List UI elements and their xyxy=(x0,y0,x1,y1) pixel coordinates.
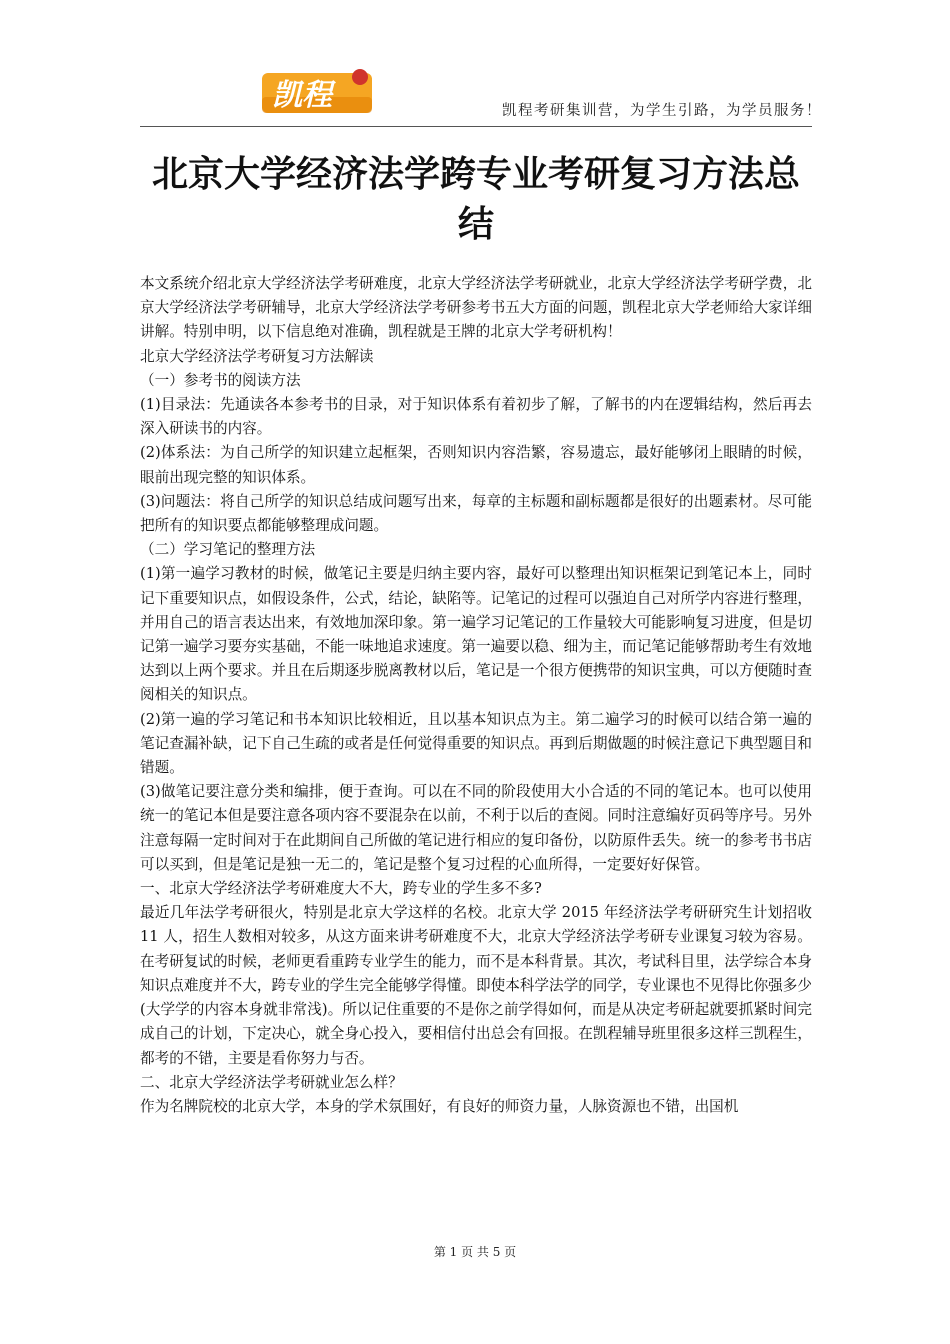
paragraph: (3)问题法：将自己所学的知识总结成问题写出来，每章的主标题和副标题都是很好的出题素材。尽可能把所有的知识要点都能够整理成问题。 xyxy=(140,492,812,535)
section-heading: 北京大学经济法学考研复习方法解读 xyxy=(140,347,374,365)
document-body xyxy=(140,272,812,1119)
paragraph: (3)做笔记要注意分类和编排，便于查询。可以在不同的阶段使用大小合适的不同的笔记本。也可以使用统一的笔记本但是要注意各项内容不要混杂在以前，不利于以后的查阅。同时注意编好页码等序号。另外注意每隔一定时间对于在此期间自己所做的笔记进行相应的复印备份，以防原件丢失。统一的参考书书店可以买到，但是笔记是独一无二的，笔记是整个复习过程的心血所得，一定要好好保管。 xyxy=(140,783,812,873)
page-header xyxy=(140,62,822,127)
logo-text: 凯程 xyxy=(272,78,332,113)
paragraph: (1)第一遍学习教材的时候，做笔记主要是归纳主要内容，最好可以整理出知识框架记到笔记本上，同时记下重要知识点，如假设条件，公式，结论，缺陷等。记笔记的过程可以强迫自己对所学内容进行整理，并用自己的语言表达出来，有效地加深印象。第一遍学习记笔记的工作量较大可能影响复习进度，但是切记第一遍学习要夯实基础，不能一味地追求速度。第一遍要以稳、细为主，而记笔记能够帮助考生有效地达到以上两个要求。并且在后期逐步脱离教材以后，笔记是一个很方便携带的知识宝典，可以方便随时查阅相关的知识点。 xyxy=(140,565,812,704)
paragraph: 作为名牌院校的北京大学，本身的学术氛围好，有良好的师资力量，人脉资源也不错，出国机 xyxy=(140,1097,739,1115)
kaicheng-logo xyxy=(260,67,376,117)
paragraph: (1)目录法：先通读各本参考书的目录，对于知识体系有着初步了解，了解书的内在逻辑结构，然后再去深入研读书的内容。 xyxy=(140,396,812,438)
paragraph: (2)第一遍的学习笔记和书本知识比较相近，且以基本知识点为主。第二遍学习的时候可以结合第一遍的笔记查漏补缺，记下自己生疏的或者是任何觉得重要的知识点。再到后期做题的时候注意记下典型题目和错题。 xyxy=(140,710,812,777)
header-slogan: 凯程考研集训营，为学生引路，为学员服务！ xyxy=(502,103,822,119)
page-footer: 第 1 页 共 5 页 xyxy=(433,1245,517,1259)
paragraph: 最近几年法学考研很火，特别是北京大学这样的名校。北京大学 2015 年经济法学考研研究生计划招收 11 人，招生人数相对较多，从这方面来讲考研难度不大，北京大学经济法学考研专业课复习较为容易。在考研复试的时候，老师更看重跨专业学生的能力，而不是本科背景。其次，考试科目里，法学综合本身知识点难度并不大，跨专业的学生完全能够学得懂。即使本科学法学的同学，专业课也不见得比你强多少(大学学的内容本身就非常浅)。所以记住重要的不是你之前学得如何，而是从决定考研起就要抓紧时间完成自己的计划，下定决心，就全身心投入，要相信付出总会有回报。在凯程辅导班里很多这样三凯程生，都考的不错，主要是看你努力与否。 xyxy=(140,904,812,1067)
document-title: 北京大学经济法学跨专业考研复习方法总结 xyxy=(151,154,800,245)
section-heading: 二、北京大学经济法学考研就业怎么样？ xyxy=(140,1073,403,1091)
paragraph: (2)体系法：为自己所学的知识建立起框架，否则知识内容浩繁，容易遗忘，最好能够闭上眼睛的时候，眼前出现完整的知识体系。 xyxy=(140,444,812,486)
subsection-heading: （二）学习笔记的整理方法 xyxy=(140,541,316,559)
subsection-heading: （一）参考书的阅读方法 xyxy=(140,371,301,389)
intro-paragraph: 本文系统介绍北京大学经济法学考研难度，北京大学经济法学考研就业，北京大学经济法学考研学费，北京大学经济法学考研辅导，北京大学经济法学考研参考书五大方面的问题，凯程北京大学老师给大家详细讲解。特别申明，以下信息绝对准确，凯程就是王牌的北京大学考研机构！ xyxy=(140,275,812,341)
section-heading: 一、北京大学经济法学考研难度大不大，跨专业的学生多不多? xyxy=(140,880,542,898)
